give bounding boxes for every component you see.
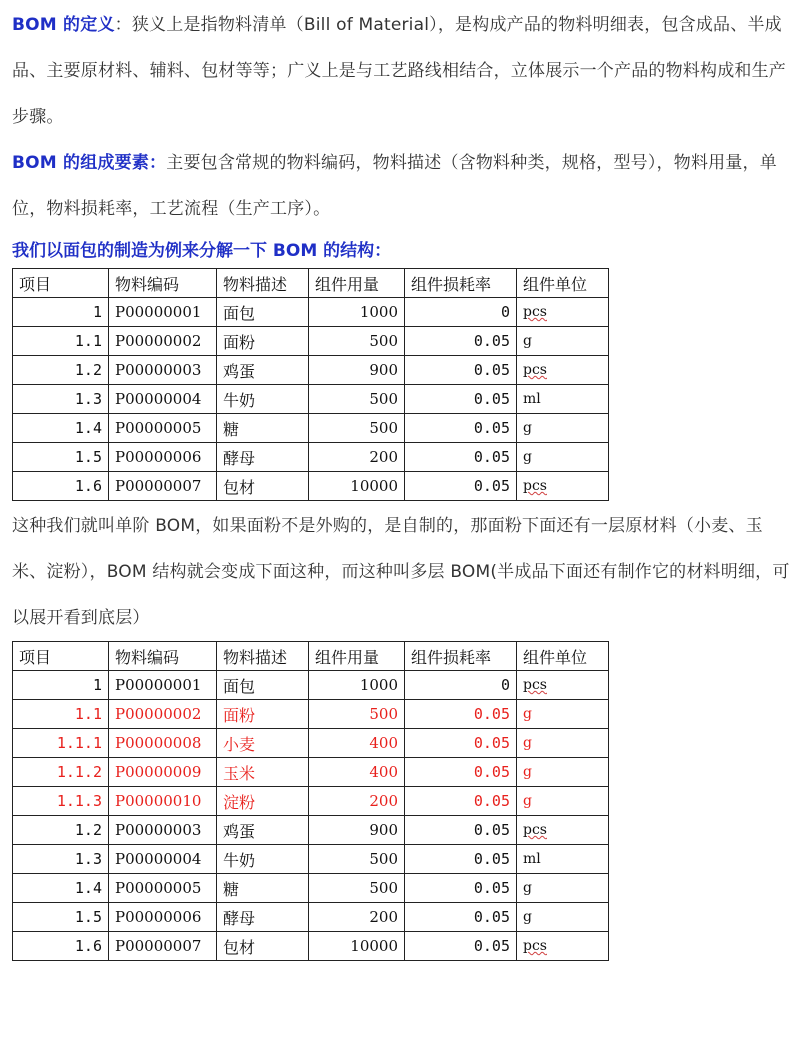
cell-loss: 0.05 (405, 816, 517, 845)
header-loss: 组件损耗率 (405, 642, 517, 671)
cell-loss: 0 (405, 298, 517, 327)
cell-qty: 400 (309, 729, 405, 758)
elements-paragraph (12, 140, 792, 232)
header-qty: 组件用量 (309, 269, 405, 298)
cell-desc: 糖 (217, 874, 309, 903)
cell-item: 1.2 (13, 356, 109, 385)
cell-desc: 包材 (217, 932, 309, 961)
cell-code: P00000003 (109, 816, 217, 845)
cell-qty: 900 (309, 356, 405, 385)
definition-label: BOM 的定义 (12, 15, 115, 35)
single-level-bom-body (13, 298, 609, 501)
cell-item: 1.6 (13, 472, 109, 501)
header-item: 项目 (13, 269, 109, 298)
cell-qty: 500 (309, 327, 405, 356)
cell-code: P00000002 (109, 327, 217, 356)
cell-item: 1.2 (13, 816, 109, 845)
table-row (13, 816, 609, 845)
table-row (13, 327, 609, 356)
cell-qty: 200 (309, 787, 405, 816)
multi-level-explanation: 这种我们就叫单阶 BOM，如果面粉不是外购的，是自制的，那面粉下面还有一层原材料（小麦、玉米、淀粉），BOM 结构就会变成下面这种，而这种叫多层 BOM(半成品下面还有制作它的材料明细，可以展开看到底层） (12, 516, 790, 628)
cell-desc: 淀粉 (217, 787, 309, 816)
cell-code: P00000009 (109, 758, 217, 787)
table-row (13, 903, 609, 932)
cell-unit: g (517, 700, 609, 729)
header-code: 物料编码 (109, 269, 217, 298)
unit-text: pcs (523, 362, 547, 378)
cell-unit (517, 671, 609, 700)
unit-text: pcs (523, 304, 547, 320)
cell-loss: 0.05 (405, 758, 517, 787)
elements-label: BOM 的组成要素： (12, 153, 167, 173)
cell-desc: 牛奶 (217, 385, 309, 414)
table-row (13, 787, 609, 816)
cell-item: 1.6 (13, 932, 109, 961)
cell-qty: 200 (309, 903, 405, 932)
table-row (13, 385, 609, 414)
cell-qty: 500 (309, 874, 405, 903)
cell-loss: 0.05 (405, 385, 517, 414)
definition-paragraph (12, 2, 792, 140)
elements-text: 主要包含常规的物料编码，物料描述（含物料种类，规格，型号），物料用量，单位，物料损耗率，工艺流程（生产工序）。 (12, 153, 777, 219)
cell-desc: 包材 (217, 472, 309, 501)
header-desc: 物料描述 (217, 269, 309, 298)
cell-code: P00000006 (109, 443, 217, 472)
cell-unit (517, 816, 609, 845)
cell-qty: 400 (309, 758, 405, 787)
cell-qty: 200 (309, 443, 405, 472)
header-qty: 组件用量 (309, 642, 405, 671)
cell-loss: 0.05 (405, 327, 517, 356)
cell-desc: 小麦 (217, 729, 309, 758)
table-row (13, 874, 609, 903)
cell-item: 1 (13, 671, 109, 700)
table-row (13, 356, 609, 385)
table-header-row (13, 642, 609, 671)
cell-item: 1.3 (13, 845, 109, 874)
cell-desc: 玉米 (217, 758, 309, 787)
table-row (13, 932, 609, 961)
header-unit: 组件单位 (517, 269, 609, 298)
cell-qty: 500 (309, 700, 405, 729)
cell-unit: g (517, 874, 609, 903)
cell-item: 1.4 (13, 414, 109, 443)
cell-unit: ml (517, 385, 609, 414)
table-row (13, 298, 609, 327)
table-row (13, 845, 609, 874)
single-level-bom-table (12, 268, 609, 501)
cell-desc: 面包 (217, 298, 309, 327)
cell-unit (517, 298, 609, 327)
cell-loss: 0.05 (405, 903, 517, 932)
cell-item: 1.4 (13, 874, 109, 903)
cell-qty: 500 (309, 414, 405, 443)
unit-text: pcs (523, 822, 547, 838)
cell-code: P00000005 (109, 874, 217, 903)
cell-desc: 鸡蛋 (217, 816, 309, 845)
cell-code: P00000006 (109, 903, 217, 932)
header-loss: 组件损耗率 (405, 269, 517, 298)
cell-code: P00000010 (109, 787, 217, 816)
cell-loss: 0.05 (405, 845, 517, 874)
cell-item: 1.5 (13, 443, 109, 472)
cell-code: P00000001 (109, 298, 217, 327)
cell-loss: 0.05 (405, 729, 517, 758)
multi-level-bom-table (12, 641, 609, 961)
cell-code: P00000001 (109, 671, 217, 700)
table-row (13, 414, 609, 443)
cell-item: 1.5 (13, 903, 109, 932)
cell-qty: 500 (309, 385, 405, 414)
header-desc: 物料描述 (217, 642, 309, 671)
cell-loss: 0.05 (405, 932, 517, 961)
unit-text: pcs (523, 478, 547, 494)
table-row (13, 729, 609, 758)
cell-loss: 0.05 (405, 700, 517, 729)
table-row (13, 758, 609, 787)
table-row (13, 443, 609, 472)
table-row (13, 472, 609, 501)
cell-loss: 0.05 (405, 472, 517, 501)
table-header-row (13, 269, 609, 298)
cell-unit: g (517, 327, 609, 356)
cell-item: 1 (13, 298, 109, 327)
cell-desc: 面包 (217, 671, 309, 700)
cell-unit: g (517, 758, 609, 787)
cell-desc: 酵母 (217, 443, 309, 472)
document-page (12, 0, 792, 961)
cell-unit: ml (517, 845, 609, 874)
cell-loss: 0 (405, 671, 517, 700)
cell-code: P00000007 (109, 932, 217, 961)
table-row (13, 671, 609, 700)
cell-desc: 鸡蛋 (217, 356, 309, 385)
cell-loss: 0.05 (405, 443, 517, 472)
cell-unit (517, 472, 609, 501)
cell-desc: 面粉 (217, 327, 309, 356)
cell-unit: g (517, 787, 609, 816)
cell-unit: g (517, 414, 609, 443)
unit-text: pcs (523, 938, 547, 954)
cell-loss: 0.05 (405, 787, 517, 816)
cell-item: 1.1 (13, 700, 109, 729)
header-item: 项目 (13, 642, 109, 671)
cell-desc: 糖 (217, 414, 309, 443)
header-unit: 组件单位 (517, 642, 609, 671)
cell-code: P00000003 (109, 356, 217, 385)
cell-code: P00000004 (109, 385, 217, 414)
cell-qty: 10000 (309, 932, 405, 961)
unit-text: pcs (523, 677, 547, 693)
cell-code: P00000002 (109, 700, 217, 729)
cell-unit (517, 932, 609, 961)
cell-item: 1.1 (13, 327, 109, 356)
table-row (13, 700, 609, 729)
multi-level-bom-body (13, 671, 609, 961)
cell-code: P00000005 (109, 414, 217, 443)
cell-item: 1.1.1 (13, 729, 109, 758)
cell-desc: 牛奶 (217, 845, 309, 874)
cell-unit: g (517, 729, 609, 758)
cell-desc: 面粉 (217, 700, 309, 729)
example-heading: 我们以面包的制造为例来分解一下 BOM 的结构： (12, 241, 392, 261)
cell-loss: 0.05 (405, 874, 517, 903)
cell-code: P00000008 (109, 729, 217, 758)
cell-item: 1.3 (13, 385, 109, 414)
cell-qty: 1000 (309, 298, 405, 327)
cell-loss: 0.05 (405, 414, 517, 443)
header-code: 物料编码 (109, 642, 217, 671)
definition-text: ：狭义上是指物料清单（Bill of Material），是构成产品的物料明细表，包含成品、半成品、主要原材料、辅料、包材等等；广义上是与工艺路线相结合，立体展示一个产品的物料构成和生产步骤。 (12, 15, 786, 127)
cell-unit: g (517, 903, 609, 932)
cell-unit (517, 356, 609, 385)
cell-item: 1.1.2 (13, 758, 109, 787)
cell-qty: 1000 (309, 671, 405, 700)
cell-loss: 0.05 (405, 356, 517, 385)
cell-qty: 10000 (309, 472, 405, 501)
cell-unit: g (517, 443, 609, 472)
cell-desc: 酵母 (217, 903, 309, 932)
cell-qty: 500 (309, 845, 405, 874)
cell-qty: 900 (309, 816, 405, 845)
cell-item: 1.1.3 (13, 787, 109, 816)
cell-code: P00000007 (109, 472, 217, 501)
cell-code: P00000004 (109, 845, 217, 874)
